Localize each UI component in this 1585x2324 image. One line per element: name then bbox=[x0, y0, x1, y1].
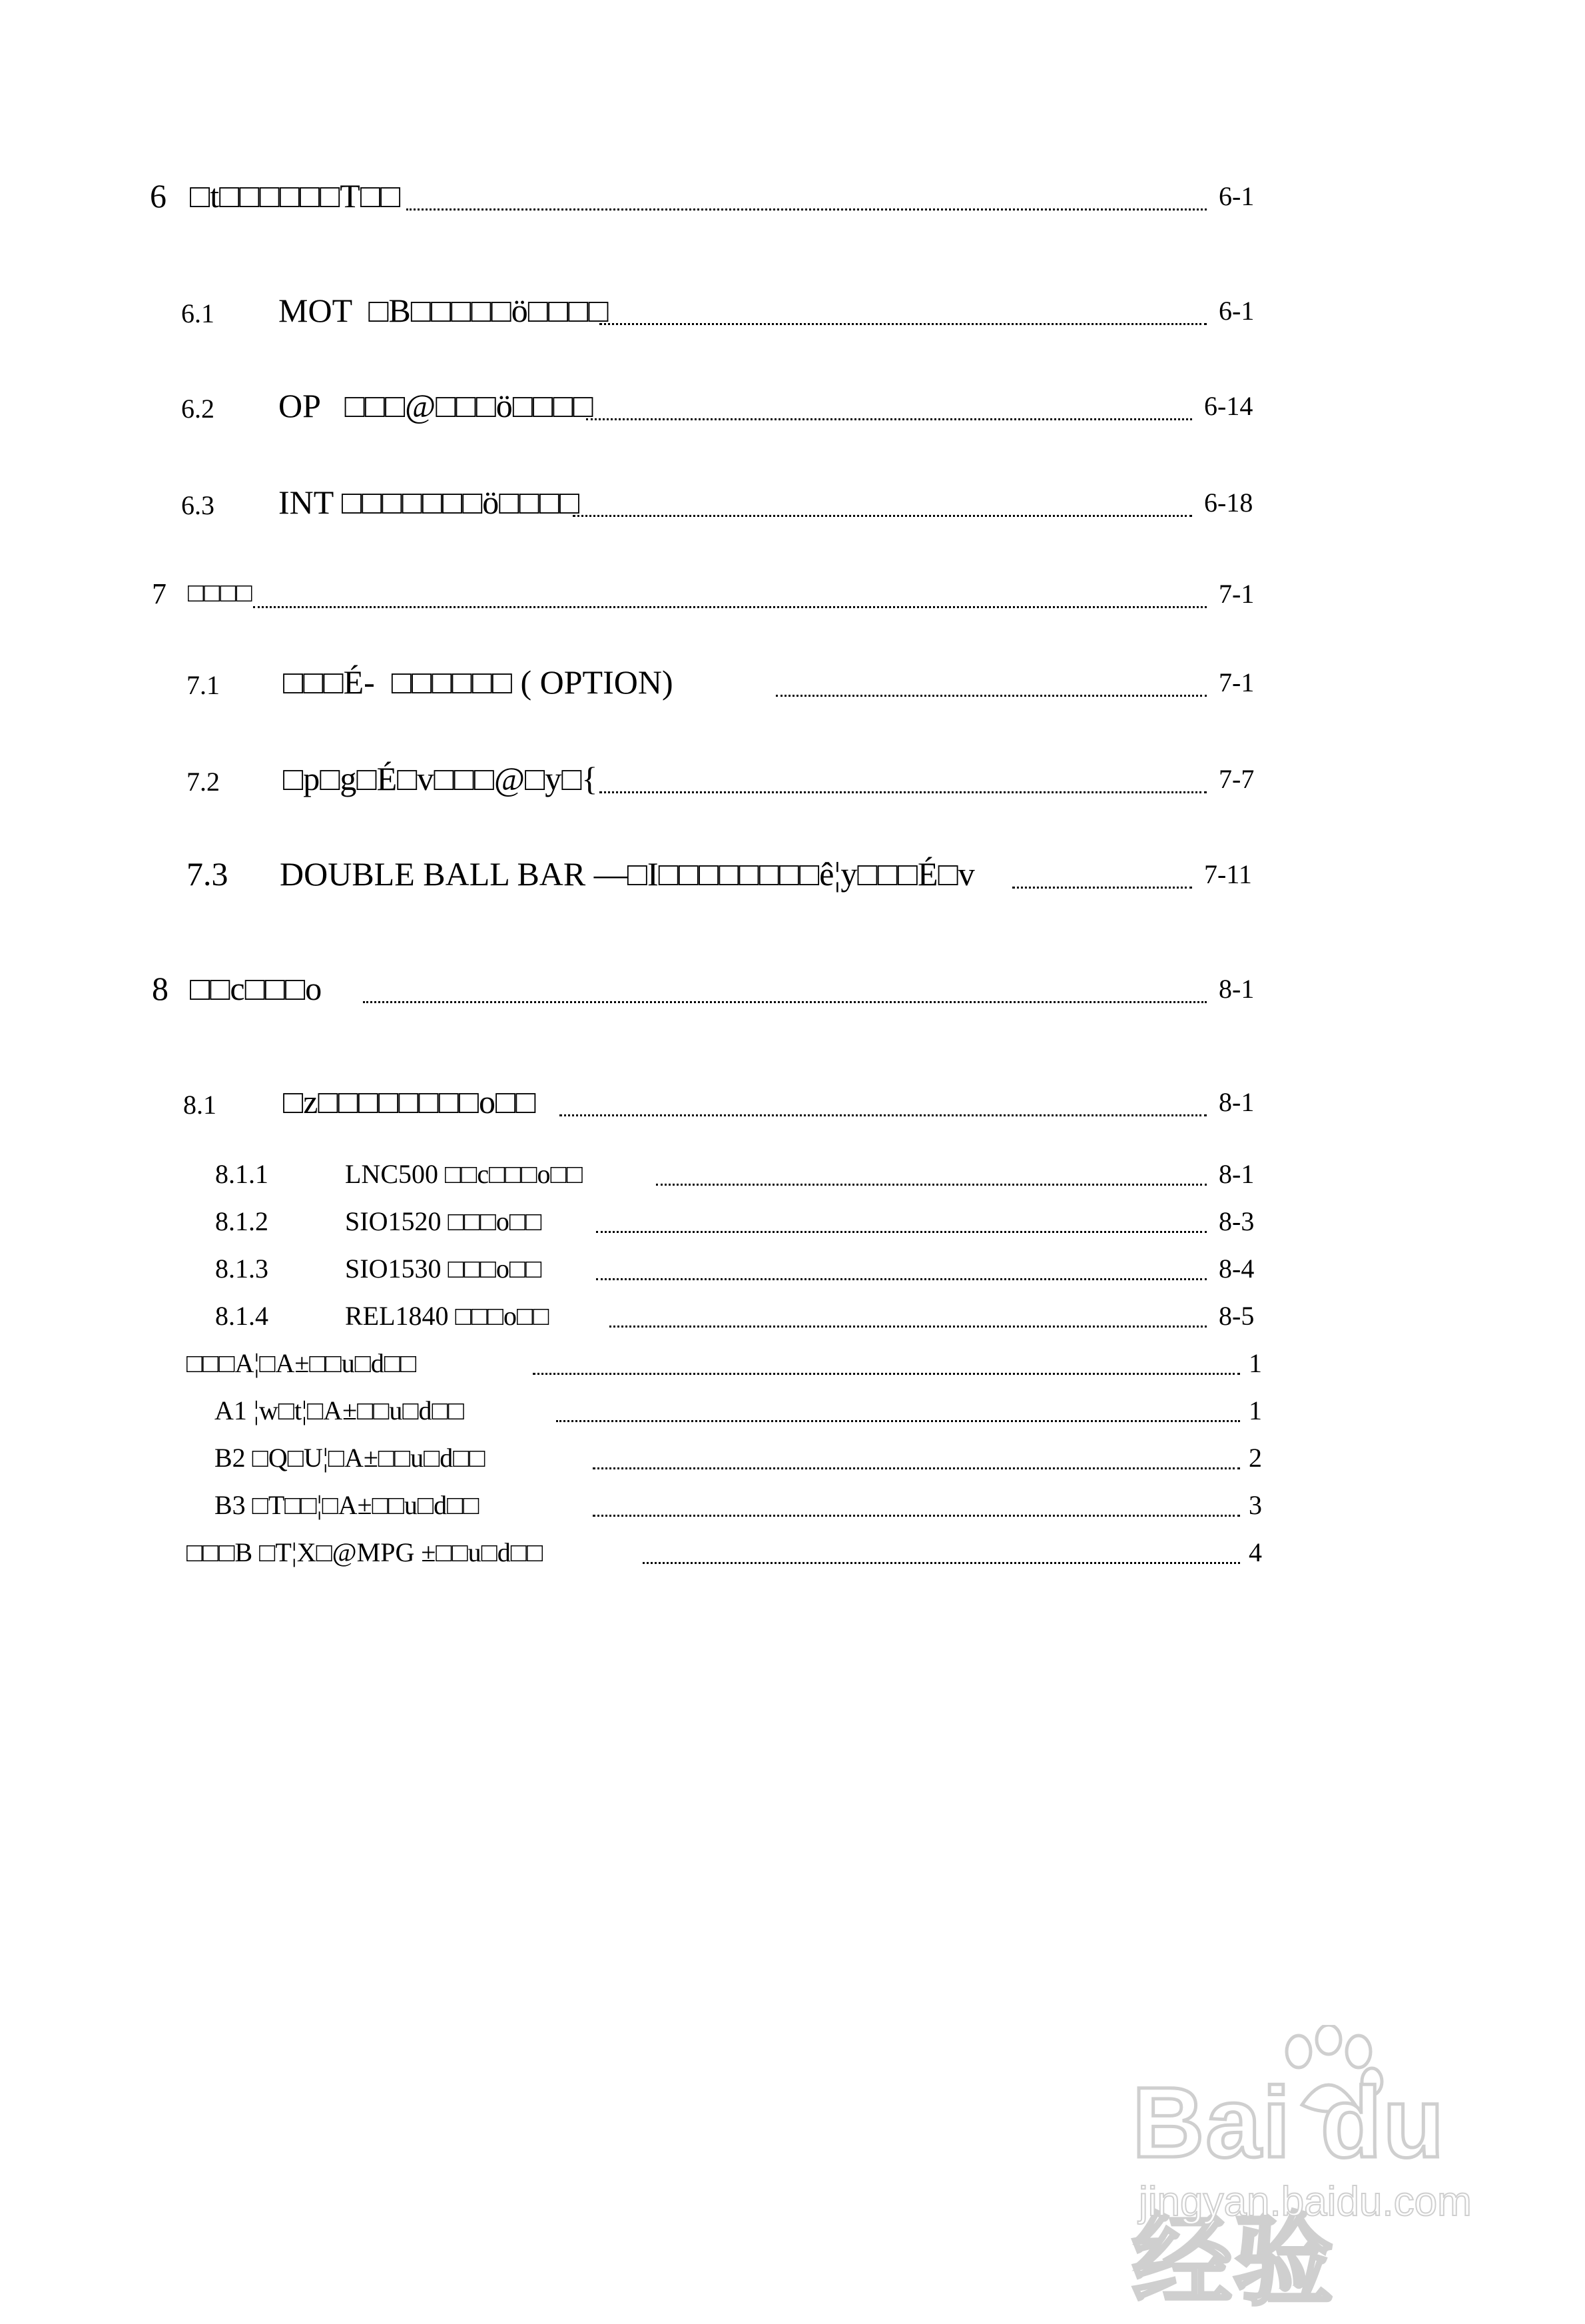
toc-page: 1 bbox=[1249, 1395, 1262, 1425]
toc-title: □□□É- □□□□□□ ( OPTION) bbox=[283, 663, 673, 701]
toc-title: □□□B □T¦X□@MPG ±□□u□d□□ bbox=[186, 1537, 543, 1567]
toc-page: 1 bbox=[1249, 1348, 1262, 1378]
toc-page: 2 bbox=[1249, 1443, 1262, 1473]
toc-number: 7 bbox=[152, 578, 166, 610]
toc-title: DOUBLE BALL BAR —□I□□□□□□□□ê¦y□□□É□v bbox=[280, 855, 975, 893]
leader-dots bbox=[596, 1278, 1207, 1280]
toc-number: 8.1.3 bbox=[215, 1254, 268, 1284]
leader-dots bbox=[363, 1001, 1207, 1003]
toc-appendix-b3[interactable] bbox=[0, 1487, 1585, 1540]
leader-dots bbox=[253, 606, 1207, 608]
toc-title: LNC500 □□c□□□o□□ bbox=[345, 1159, 583, 1189]
toc-page: 4 bbox=[1249, 1537, 1262, 1567]
toc-appendix-b[interactable] bbox=[0, 1534, 1585, 1587]
toc-entry-6-2[interactable] bbox=[0, 386, 1585, 440]
toc-entry-7-1[interactable] bbox=[0, 663, 1585, 716]
toc-entry-7[interactable] bbox=[0, 574, 1585, 627]
toc-page: 8-1 bbox=[1219, 974, 1255, 1004]
toc-number: 7.2 bbox=[186, 767, 220, 797]
toc-page: 6-18 bbox=[1204, 488, 1253, 518]
leader-dots bbox=[643, 1562, 1240, 1564]
toc-entry-8-1-4[interactable] bbox=[0, 1298, 1585, 1351]
toc-title: REL1840 □□□o□□ bbox=[345, 1301, 549, 1331]
toc-page: 7-11 bbox=[1204, 859, 1252, 889]
leader-dots bbox=[656, 1184, 1207, 1186]
toc-title: MOT □B□□□□□ö□□□□ bbox=[278, 292, 609, 329]
toc-number: 8.1.1 bbox=[215, 1159, 268, 1189]
toc-appendix-a[interactable] bbox=[0, 1345, 1585, 1398]
toc-title: □z□□□□□□□□o□□ bbox=[283, 1083, 536, 1120]
toc-title: □□□□ bbox=[188, 578, 252, 607]
toc-entry-7-2[interactable] bbox=[0, 759, 1585, 813]
toc-title: OP □□□@□□□ö□□□□ bbox=[278, 387, 593, 424]
toc-page: 8-3 bbox=[1219, 1206, 1255, 1236]
toc-page: 7-1 bbox=[1219, 667, 1255, 697]
toc-entry-6[interactable] bbox=[0, 177, 1585, 230]
toc-title: □□c□□□o bbox=[190, 970, 322, 1007]
toc-title: □t□□□□□□T□□ bbox=[190, 177, 401, 214]
toc-title: B3 □T□□¦□A±□□u□d□□ bbox=[214, 1490, 479, 1520]
toc-title: B2 □Q□U¦□A±□□u□d□□ bbox=[214, 1443, 485, 1473]
watermark-logo: Bai du 经验 bbox=[1132, 2066, 1446, 2317]
leader-dots bbox=[573, 515, 1192, 517]
leader-dots bbox=[596, 1231, 1207, 1233]
toc-title: □p□g□É□v□□□@□y□{ bbox=[283, 760, 598, 797]
toc-title: SIO1530 □□□o□□ bbox=[345, 1254, 542, 1284]
toc-entry-8-1-2[interactable] bbox=[0, 1203, 1585, 1256]
leader-dots bbox=[776, 695, 1207, 697]
toc-title: SIO1520 □□□o□□ bbox=[345, 1206, 542, 1236]
toc-number: 8.1.2 bbox=[215, 1206, 268, 1236]
toc-entry-7-3[interactable] bbox=[0, 855, 1585, 908]
toc-page: 8-1 bbox=[1219, 1087, 1255, 1117]
toc-page: 8-4 bbox=[1219, 1254, 1255, 1284]
leader-dots bbox=[559, 1114, 1207, 1116]
leader-dots bbox=[586, 418, 1192, 420]
toc-number: 8.1 bbox=[183, 1090, 216, 1120]
toc-page: 7-7 bbox=[1219, 764, 1255, 794]
toc-title: INT □□□□□□□ö□□□□ bbox=[278, 484, 580, 521]
toc-title: □□□A¦□A±□□u□d□□ bbox=[186, 1348, 417, 1378]
toc-entry-8-1-1[interactable] bbox=[0, 1156, 1585, 1209]
leader-dots bbox=[609, 1326, 1207, 1328]
toc-page: 6-1 bbox=[1219, 296, 1255, 326]
leader-dots bbox=[599, 323, 1207, 325]
toc-page: 8-5 bbox=[1219, 1301, 1255, 1331]
toc-entry-8-1[interactable] bbox=[0, 1082, 1585, 1136]
leader-dots bbox=[556, 1420, 1240, 1422]
toc-appendix-b2[interactable] bbox=[0, 1439, 1585, 1493]
toc-entry-6-3[interactable] bbox=[0, 483, 1585, 536]
toc-number: 7.3 bbox=[186, 855, 228, 893]
baidu-watermark bbox=[1092, 2025, 1558, 2317]
toc-entry-8-1-3[interactable] bbox=[0, 1250, 1585, 1304]
leader-dots bbox=[533, 1373, 1240, 1375]
leader-dots bbox=[1012, 887, 1192, 889]
toc-number: 8.1.4 bbox=[215, 1301, 268, 1331]
toc-entry-6-1[interactable] bbox=[0, 291, 1585, 344]
toc-number: 7.1 bbox=[186, 670, 220, 700]
toc-number: 6.2 bbox=[181, 394, 214, 424]
leader-dots bbox=[593, 1515, 1240, 1517]
toc-page: 3 bbox=[1249, 1490, 1262, 1520]
toc-number: 8 bbox=[152, 970, 168, 1007]
watermark-url: jingyan.baidu.com bbox=[1139, 2179, 1472, 2225]
toc-page: 7-1 bbox=[1219, 579, 1255, 609]
toc-page: 8-1 bbox=[1219, 1159, 1255, 1189]
toc-entry-8[interactable] bbox=[0, 969, 1585, 1022]
toc-number: 6.1 bbox=[181, 298, 214, 328]
toc-page: 6-14 bbox=[1204, 391, 1253, 421]
toc-appendix-a1[interactable] bbox=[0, 1392, 1585, 1445]
leader-dots bbox=[406, 208, 1207, 210]
leader-dots bbox=[593, 1467, 1240, 1469]
toc-number: 6 bbox=[150, 177, 166, 214]
toc-number: 6.3 bbox=[181, 490, 214, 520]
toc-title: A1 ¦w□t¦□A±□□u□d□□ bbox=[214, 1395, 464, 1425]
toc-page: 6-1 bbox=[1219, 181, 1255, 211]
leader-dots bbox=[599, 791, 1207, 793]
